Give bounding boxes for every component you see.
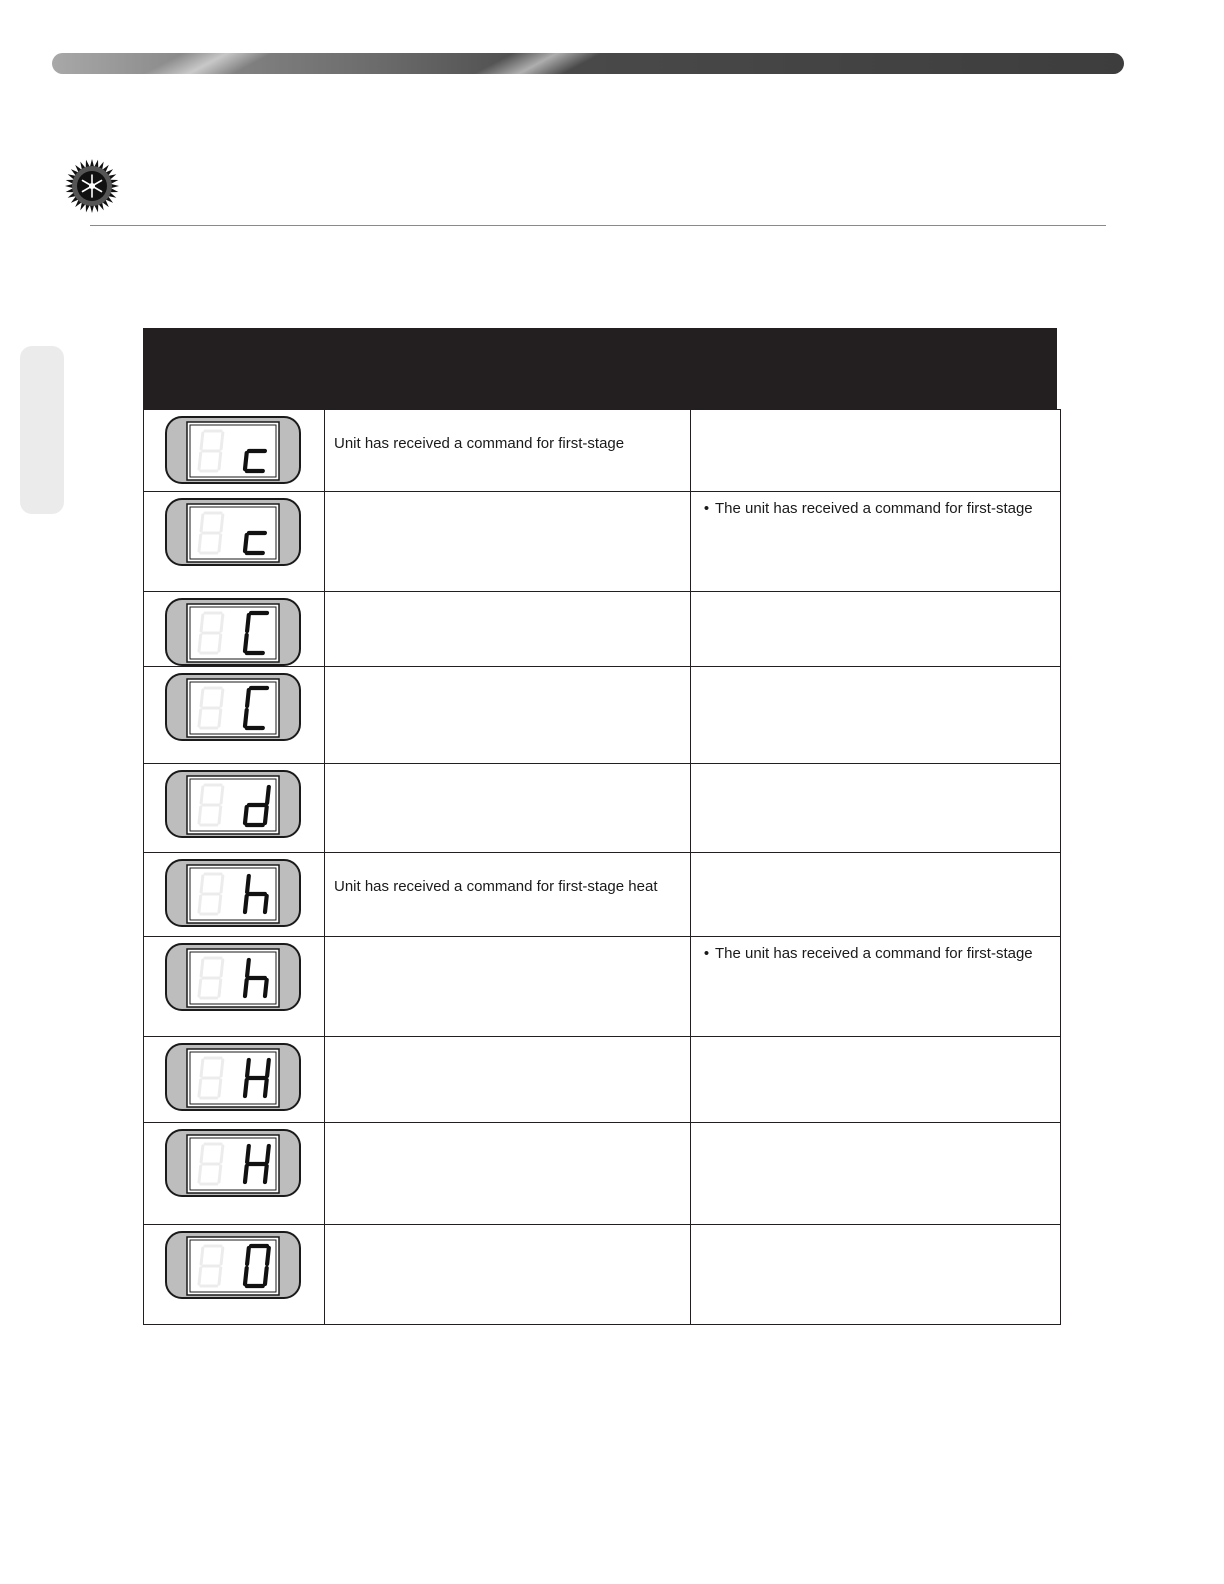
note-cell [691,1225,1061,1325]
code-note [691,764,1060,771]
description-cell [325,592,691,667]
code-description [325,1037,690,1061]
display-cell [144,937,325,1037]
header-bar-streak [134,53,280,74]
display-cell [144,1037,325,1123]
description-cell [325,410,691,492]
note-cell [691,853,1061,937]
led-display [165,1129,301,1197]
display-cell [144,853,325,937]
description-cell [325,764,691,853]
code-note [691,1037,1060,1044]
led-display [165,416,301,484]
led-display [165,673,301,741]
display-cell [144,410,325,492]
table-row [144,492,1061,592]
note-cell [691,1123,1061,1225]
description-cell [325,667,691,764]
code-description: Unit has received a command for first-stage heat [334,878,658,895]
display-cell [144,492,325,592]
code-note [691,1123,1060,1130]
display-cell [144,667,325,764]
header-bar-streak [464,53,610,74]
status-code-table [143,328,1057,1325]
code-note [691,492,1060,518]
table-row [144,1123,1061,1225]
bullet: • [703,500,710,517]
code-description [325,592,690,616]
table-row [144,667,1061,764]
table-row [144,853,1061,937]
description-cell [325,1037,691,1123]
note-cell [691,667,1061,764]
table-row [144,592,1061,667]
table-row [144,410,1061,492]
note-cell [691,937,1061,1037]
code-note [691,667,1060,674]
code-description [325,1123,690,1147]
led-display [165,943,301,1011]
table-row [144,1225,1061,1325]
code-description [325,492,690,516]
section-divider [90,225,1106,226]
table-row [144,937,1061,1037]
led-display [165,1043,301,1111]
code-note [691,937,1060,963]
note-text: The unit has received a command for first-stage [715,945,1033,962]
note-cell [691,492,1061,592]
led-display [165,598,301,666]
description-cell [325,1123,691,1225]
table-row [144,1037,1061,1123]
description-cell [325,937,691,1037]
note-cell [691,764,1061,853]
note-text: The unit has received a command for first-stage [715,500,1033,517]
led-display [165,770,301,838]
code-description [325,1225,690,1249]
display-cell [144,764,325,853]
description-cell [325,1225,691,1325]
code-note [691,410,1060,417]
table-header [143,328,1057,409]
table-row [144,764,1061,853]
code-note [691,853,1060,860]
code-description [325,667,690,691]
code-description [325,764,690,788]
led-display [165,1231,301,1299]
led-display [165,859,301,927]
note-cell [691,410,1061,492]
code-note [691,1225,1060,1232]
code-rows [143,409,1061,1325]
sunburst-snowflake-icon [64,158,120,214]
display-cell [144,1123,325,1225]
description-cell [325,853,691,937]
note-cell [691,1037,1061,1123]
display-cell [144,592,325,667]
header-bar [52,53,1124,74]
code-description: Unit has received a command for first-stage [334,435,625,452]
note-cell [691,592,1061,667]
side-tab [20,346,64,514]
bullet: • [703,945,710,962]
code-description [325,937,690,961]
display-cell [144,1225,325,1325]
code-note [691,592,1060,599]
description-cell [325,492,691,592]
led-display [165,498,301,566]
